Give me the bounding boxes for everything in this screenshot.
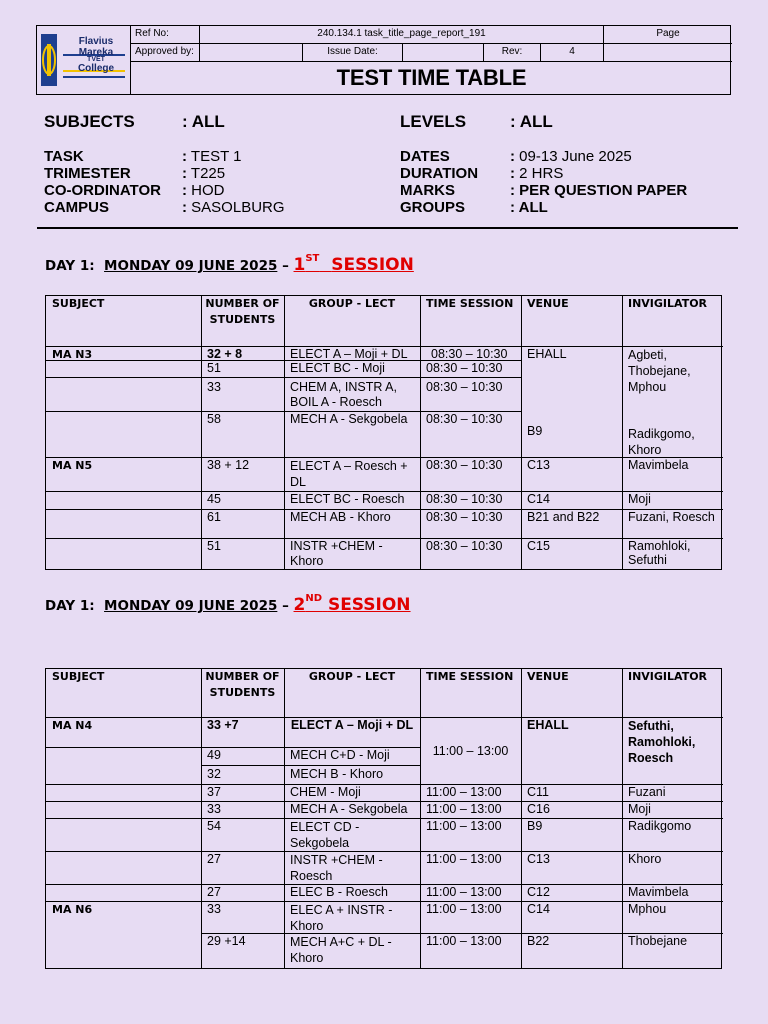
table-cell-group: MECH B - Khoro	[290, 767, 384, 781]
issue-label: Issue Date:	[303, 44, 403, 62]
levels-label: LEVELS	[400, 112, 467, 131]
table-cell-time: 08:30 – 10:30	[426, 539, 503, 553]
table-cell-time: 11:00 – 13:00	[426, 785, 502, 799]
table-cell-time: 11:00 – 13:00	[426, 802, 502, 816]
table-cell-venue: B22	[527, 934, 550, 948]
row-line	[201, 765, 421, 766]
levels-value: : ALL	[510, 112, 553, 131]
table-cell-time: 08:30 – 10:30	[431, 347, 508, 361]
table-cell-time: 08:30 – 10:30	[426, 412, 503, 426]
table-cell-number: 33	[207, 802, 221, 816]
table-cell-group: INSTR +CHEM - Roesch	[290, 853, 383, 883]
approved-label: Approved by:	[131, 44, 200, 62]
ref-label: Ref No:	[131, 26, 200, 44]
table-cell-number: 49	[207, 748, 221, 762]
table-cell-time: 11:00 – 13:00	[426, 852, 502, 866]
table-cell-venue: B21 and B22	[527, 510, 600, 524]
session-number: 2	[293, 595, 306, 615]
table-cell-invigilator: Radikgomo	[628, 819, 692, 833]
dash: –	[282, 598, 289, 614]
table-cell-group: MECH C+D - Moji	[290, 748, 390, 762]
colon: :	[182, 182, 187, 199]
table-cell-venue: C15	[527, 539, 550, 553]
table-cell-group: ELECT A – Moji + DL	[290, 718, 414, 732]
table-cell-time: 08:30 – 10:30	[426, 361, 503, 375]
task-label: TASK	[44, 148, 84, 165]
table-cell-group: MECH A+C + DL - Khoro	[290, 935, 392, 965]
table-cell-number: 38 + 12	[207, 458, 250, 472]
table-cell-group: ELECT CD - Sekgobela	[290, 820, 360, 850]
table-cell-invigilator: Khoro	[628, 852, 662, 866]
table-cell-subject: MA N3	[52, 348, 93, 361]
subjects-label: SUBJECTS	[44, 112, 135, 131]
col-header-number: NUMBER OF STUDENTS	[205, 670, 280, 699]
col-line	[201, 296, 202, 569]
row-line	[46, 377, 201, 378]
table-cell-venue: C12	[527, 885, 550, 899]
table-cell-venue: C14	[527, 492, 550, 506]
table-cell-invigilator: Thobejane	[628, 934, 688, 948]
day-date: MONDAY 09 JUNE 2025	[104, 598, 278, 614]
trimester-label: TRIMESTER	[44, 165, 131, 182]
table-cell-invigilator: Sefuthi, Ramohloki, Roesch	[628, 719, 696, 765]
row-line	[201, 377, 522, 378]
col-header-venue: VENUE	[527, 297, 569, 310]
trimester-value	[182, 165, 225, 182]
table-cell-invigilator: Moji	[628, 802, 651, 816]
col-header-group: GROUP - LECT	[308, 297, 396, 310]
table-cell-group: ELECT BC - Moji	[290, 361, 385, 375]
row-line	[46, 411, 201, 412]
col-line	[284, 296, 285, 569]
table-cell-time: 11:00 – 13:00	[426, 885, 502, 899]
table-cell-invigilator: Mavimbela	[628, 458, 689, 472]
col-header-subject: SUBJECT	[52, 297, 105, 310]
table-cell-time: 11:00 – 13:00	[426, 819, 502, 833]
table-cell-number: 32	[207, 767, 221, 781]
table-cell-time: 11:00 – 13:00	[426, 934, 502, 948]
table-cell-group: MECH A - Sekgobela	[290, 412, 408, 426]
table-cell-group: CHEM A, INSTR A, BOIL A - Roesch	[290, 380, 397, 409]
table-cell-subject: MA N4	[52, 719, 93, 732]
session-word: SESSION	[331, 255, 414, 275]
colon: :	[182, 165, 187, 182]
table-cell-group: MECH AB - Khoro	[290, 510, 391, 524]
table-cell-group: ELECT A – Moji + DL	[290, 347, 408, 361]
campus-label: CAMPUS	[44, 199, 110, 216]
table-cell-subject: MA N6	[52, 903, 93, 916]
session-suffix: ND	[305, 593, 323, 604]
day-prefix: DAY 1:	[45, 598, 95, 614]
table-cell-group: CHEM - Moji	[290, 785, 361, 799]
table-cell-time: 11:00 – 13:00	[426, 902, 502, 916]
table-cell-venue: C13	[527, 458, 550, 472]
page-title: TEST TIME TABLE	[336, 65, 527, 90]
colon: :	[510, 148, 515, 165]
table-cell-time: 08:30 – 10:30	[426, 492, 503, 506]
table-cell-time: 11:00 – 13:00	[432, 744, 509, 758]
table-cell-number: 61	[207, 510, 221, 524]
dates-text: 09-13 June 2025	[519, 148, 632, 165]
table-cell-number: 45	[207, 492, 221, 506]
marks-value	[510, 182, 687, 199]
row-line	[46, 747, 201, 748]
table-cell-group: ELEC A + INSTR - Khoro	[290, 903, 393, 933]
table-cell-number: 33 +7	[207, 718, 239, 732]
col-header-subject: SUBJECT	[52, 670, 105, 683]
session-label	[294, 255, 414, 275]
table-cell-venue: B9	[527, 819, 543, 833]
duration-label: DURATION	[400, 165, 479, 182]
table-cell-invigilator: Agbeti, Thobejane, Mphou	[628, 348, 691, 394]
table-cell-venue: EHALL	[527, 718, 569, 732]
table-cell-number: 32 + 8	[207, 347, 243, 361]
groups-text: ALL	[518, 199, 548, 216]
coordinator-value	[182, 182, 225, 199]
table-cell-invigilator: Mphou	[628, 902, 667, 916]
logo-college: College	[77, 63, 115, 74]
table-cell-invigilator: Moji	[628, 492, 651, 506]
col-header-invigilator: INVIGILATOR	[628, 670, 708, 683]
session-label	[294, 595, 411, 615]
college-logo	[37, 26, 131, 94]
groups-label: GROUPS	[400, 199, 466, 216]
col-line	[420, 296, 421, 569]
table-cell-time: 08:30 – 10:30	[426, 380, 503, 394]
table-cell-time: 08:30 – 10:30	[426, 458, 503, 472]
table-cell-group: ELEC B - Roesch	[290, 885, 388, 899]
groups-value	[510, 199, 548, 216]
table-cell-number: 51	[207, 361, 221, 375]
coordinator-label: CO-ORDINATOR	[44, 182, 161, 199]
task-text: TEST 1	[190, 148, 242, 165]
dates-value	[510, 148, 632, 165]
table-cell-group: MECH A - Sekgobela	[290, 802, 408, 816]
colon: :	[510, 165, 515, 182]
duration-value	[510, 165, 563, 182]
row-line	[46, 784, 201, 785]
table-cell-venue: C11	[527, 785, 550, 799]
table-cell-number: 33	[207, 902, 221, 916]
document-header	[36, 25, 731, 95]
divider	[37, 227, 738, 229]
campus-text: SASOLBURG	[191, 199, 285, 216]
page-value	[604, 44, 732, 62]
subjects-value: : ALL	[182, 112, 225, 131]
table-cell-invigilator: Ramohloki, Sefuthi	[628, 539, 691, 567]
table-cell-venue: EHALL	[527, 347, 567, 361]
table-cell-number: 58	[207, 412, 221, 426]
rev-label: Rev:	[484, 44, 541, 62]
session-suffix: ST	[305, 253, 320, 264]
table-cell-venue: C14	[527, 902, 550, 916]
table-cell-time: 08:30 – 10:30	[426, 510, 503, 524]
logo-name: Flavius Mareka	[78, 36, 114, 58]
ref-value: 240.134.1 task_title_page_report_191	[200, 26, 604, 44]
col-header-invigilator: INVIGILATOR	[628, 297, 708, 310]
table-cell-invigilator: Fuzani, Roesch	[628, 510, 715, 524]
table-cell-number: 33	[207, 380, 221, 394]
table-cell-group: ELECT BC - Roesch	[290, 492, 405, 506]
table-cell-group: INSTR +CHEM - Khoro	[290, 539, 383, 568]
session-number: 1	[293, 255, 306, 275]
colon: :	[182, 199, 187, 216]
table-cell-invigilator: Radikgomo, Khoro	[628, 427, 695, 457]
colon: :	[510, 182, 515, 199]
col-header-time: TIME SESSION	[426, 297, 514, 310]
day-prefix: DAY 1:	[45, 258, 95, 274]
colon: :	[182, 148, 187, 165]
table-cell-venue: C13	[527, 852, 550, 866]
duration-text: 2 HRS	[519, 165, 564, 182]
trimester-text: T225	[190, 165, 226, 182]
session1-heading	[45, 255, 414, 275]
rev-value: 4	[541, 44, 604, 62]
col-header-time: TIME SESSION	[426, 670, 514, 683]
table-cell-number: 27	[207, 885, 221, 899]
approved-value	[200, 44, 303, 62]
col-header-group: GROUP - LECT	[308, 670, 396, 683]
table-cell-venue: C16	[527, 802, 550, 816]
issue-value	[403, 44, 484, 62]
table-cell-number: 27	[207, 852, 221, 866]
session1-table	[45, 295, 722, 570]
table-cell-number: 54	[207, 819, 221, 833]
table-cell-number: 29 +14	[207, 934, 246, 948]
dash: –	[282, 258, 289, 274]
session2-heading	[45, 595, 411, 615]
coordinator-text: HOD	[191, 182, 225, 199]
marks-label: MARKS	[400, 182, 455, 199]
table-cell-subject: MA N5	[52, 459, 93, 472]
campus-value	[182, 199, 285, 216]
table-cell-number: 37	[207, 785, 221, 799]
table-cell-group: ELECT A – Roesch + DL	[290, 459, 408, 489]
session2-table	[45, 668, 722, 969]
day-date: MONDAY 09 JUNE 2025	[104, 258, 278, 274]
logo-tvet: TVET	[87, 56, 105, 63]
table-cell-venue: B9	[527, 424, 543, 438]
page-label: Page	[604, 26, 732, 44]
table-cell-invigilator: Fuzani	[628, 785, 666, 799]
col-header-venue: VENUE	[527, 670, 569, 683]
marks-text: PER QUESTION PAPER	[519, 182, 688, 199]
colon: :	[510, 199, 515, 216]
session-word: SESSION	[327, 595, 411, 615]
col-header-number: NUMBER OF STUDENTS	[205, 297, 280, 326]
table-cell-number: 51	[207, 539, 221, 553]
dates-label: DATES	[400, 148, 450, 165]
table-cell-invigilator: Mavimbela	[628, 885, 689, 899]
task-value	[182, 148, 241, 165]
